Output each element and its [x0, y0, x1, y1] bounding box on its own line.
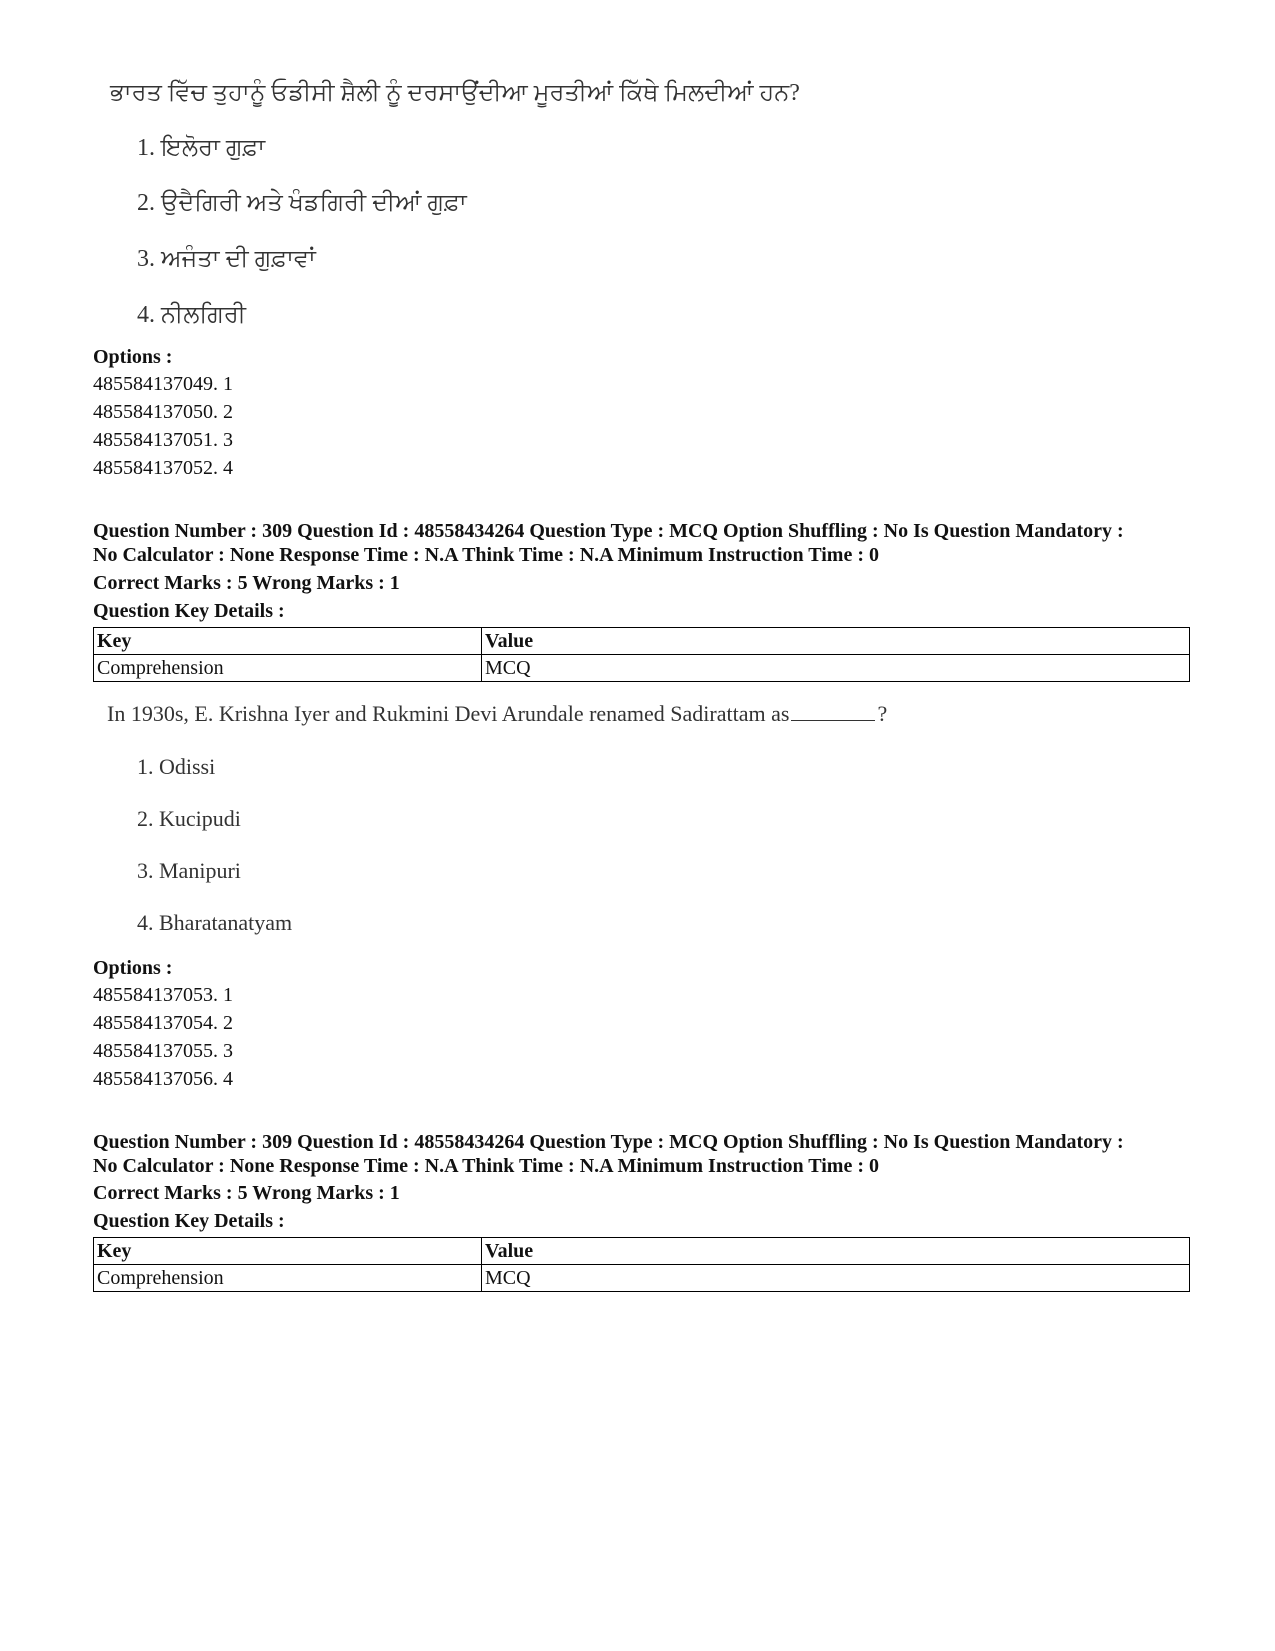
question-1-options-label: Options : [93, 346, 173, 368]
question-2-option-id-1: 485584137053. 1 [93, 984, 233, 1006]
question-2-choice-4: 4. Bharatanatyam [137, 910, 293, 935]
question-key-table [93, 627, 1190, 682]
question-2-stem-text: In 1930s, E. Krishna Iyer and Rukmini Devi Arundale renamed Sadirattam as [107, 701, 790, 726]
table-cell-value: MCQ [482, 655, 1190, 682]
question-key-table [93, 1237, 1190, 1292]
question-2-option-id-2: 485584137054. 2 [93, 1012, 233, 1034]
question-1-choice-1: 1. ਇਲੋਰਾ ਗੁਫ਼ਾ [137, 135, 266, 161]
question-2-choice-1: 1. Odissi [137, 754, 216, 779]
question-2-option-id-3: 485584137055. 3 [93, 1040, 233, 1062]
question-1-choice-3: 3. ਅਜੰਤਾ ਦੀ ਗੁਫ਼ਾਵਾਂ [137, 246, 316, 272]
table-header-value: Value [482, 628, 1190, 655]
question-meta-line-1: Question Number : 309 Question Id : 48558434264 Question Type : MCQ Option Shuffling : No Is Question Mandatory : [93, 1131, 1124, 1153]
answer-blank [791, 702, 875, 721]
table-header-value: Value [482, 1238, 1190, 1265]
question-1-stem: ਭਾਰਤ ਵਿੱਚ ਤੁਹਾਨੂੰ ਓਡੀਸੀ ਸ਼ੈਲੀ ਨੂੰ ਦਰਸਾਉਂਦੀਆ ਮੂਰਤੀਆਂ ਕਿੱਥੇ ਮਿਲਦੀਆਂ ਹਨ? [110, 80, 800, 106]
table-row [94, 655, 1190, 682]
question-2-stem [107, 701, 887, 727]
table-header-key: Key [94, 1238, 482, 1265]
question-1-choice-2: 2. ਉਦੈਗਿਰੀ ਅਤੇ ਖੰਡਗਿਰੀ ਦੀਆਂ ਗੁਫ਼ਾ [137, 190, 467, 216]
question-1-option-id-3: 485584137051. 3 [93, 429, 233, 451]
question-key-details-label: Question Key Details : [93, 1210, 285, 1232]
table-cell-value: MCQ [482, 1265, 1190, 1292]
table-header-row [94, 1238, 1190, 1265]
table-header-row [94, 628, 1190, 655]
table-cell-key: Comprehension [94, 655, 482, 682]
question-marks: Correct Marks : 5 Wrong Marks : 1 [93, 1182, 400, 1204]
table-header-key: Key [94, 628, 482, 655]
question-2-stem-end: ? [877, 701, 888, 726]
question-meta-line-2: No Calculator : None Response Time : N.A Think Time : N.A Minimum Instruction Time : 0 [93, 544, 879, 566]
table-row [94, 1265, 1190, 1292]
question-1-option-id-1: 485584137049. 1 [93, 373, 233, 395]
question-1-option-id-2: 485584137050. 2 [93, 401, 233, 423]
question-1-option-id-4: 485584137052. 4 [93, 457, 233, 479]
question-meta-line-2: No Calculator : None Response Time : N.A Think Time : N.A Minimum Instruction Time : 0 [93, 1155, 879, 1177]
question-2-choice-2: 2. Kucipudi [137, 806, 241, 831]
question-meta-line-1: Question Number : 309 Question Id : 48558434264 Question Type : MCQ Option Shuffling : No Is Question Mandatory : [93, 520, 1124, 542]
question-2-option-id-4: 485584137056. 4 [93, 1068, 233, 1090]
question-1-choice-4: 4. ਨੀਲਗਿਰੀ [137, 302, 246, 328]
question-key-details-label: Question Key Details : [93, 600, 285, 622]
table-cell-key: Comprehension [94, 1265, 482, 1292]
question-2-options-label: Options : [93, 957, 173, 979]
question-2-choice-3: 3. Manipuri [137, 858, 241, 883]
question-marks: Correct Marks : 5 Wrong Marks : 1 [93, 572, 400, 594]
